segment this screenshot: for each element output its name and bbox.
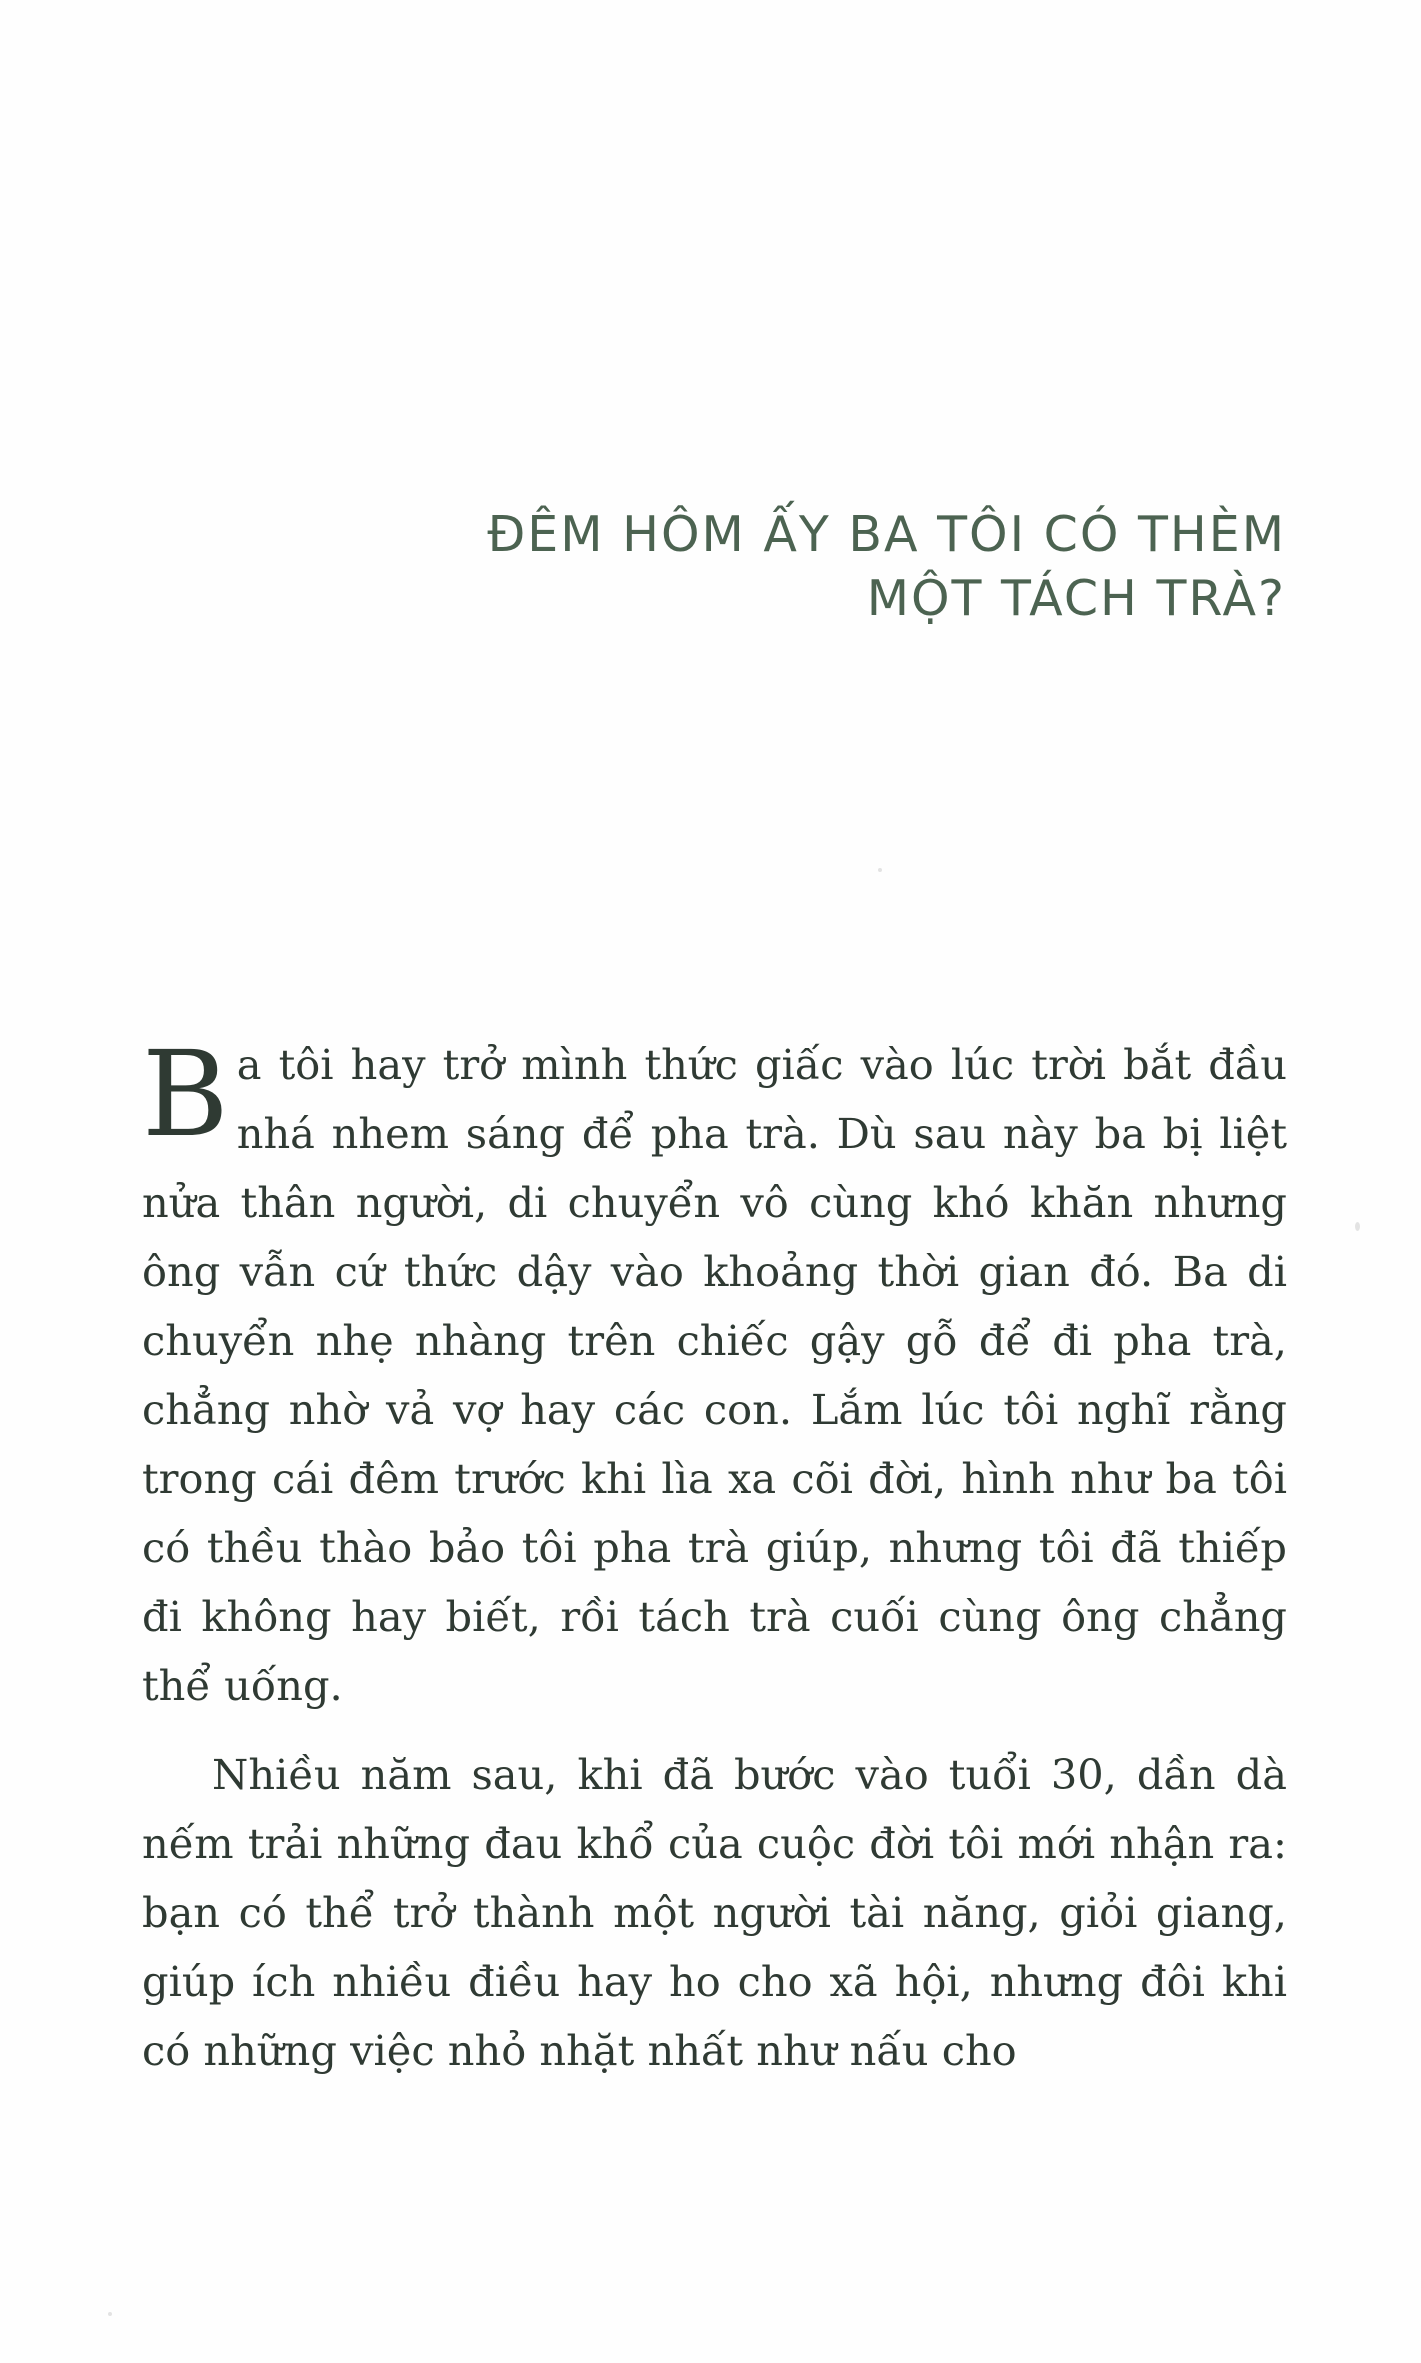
scan-speck bbox=[108, 2312, 112, 2316]
paragraph-1 bbox=[142, 1025, 1287, 1720]
chapter-title-line-2: MỘT TÁCH TRÀ? bbox=[866, 569, 1286, 627]
scan-speck bbox=[878, 868, 882, 872]
paragraph-2: Nhiều năm sau, khi đã bước vào tuổi 30, dần dà nếm trải những đau khổ của cuộc đời tôi mới nhận ra: bạn có thể trở thành một người tài năng, giỏi giang, giúp ích nhiều điều hay ho cho xã hội, nhưng đôi khi có những việc nhỏ nhặt nhất như nấu cho bbox=[142, 1750, 1287, 2075]
scan-speck bbox=[1355, 1222, 1360, 1231]
drop-cap: B bbox=[142, 1025, 229, 1163]
body-text bbox=[142, 1025, 1287, 2085]
chapter-title-line-1: ĐÊM HÔM ẤY BA TÔI CÓ THÈM bbox=[487, 505, 1286, 563]
chapter-title bbox=[140, 503, 1286, 630]
paragraph-1-text: a tôi hay trở mình thức giấc vào lúc trời bắt đầu nhá nhem sáng để pha trà. Dù sau này ba bị liệt nửa thân người, di chuyển vô cùng khó khăn nhưng ông vẫn cứ thức dậy vào khoảng thời gian đó. Ba di chuyển nhẹ nhàng trên chiếc gậy gỗ để đi pha trà, chẳng nhờ vả vợ hay các con. Lắm lúc tôi nghĩ rằng trong cái đêm trước khi lìa xa cõi đời, hình như ba tôi có thều thào bảo tôi pha trà giúp, nhưng tôi đã thiếp đi không hay biết, rồi tách trà cuối cùng ông chẳng thể uống. bbox=[142, 1040, 1287, 1710]
